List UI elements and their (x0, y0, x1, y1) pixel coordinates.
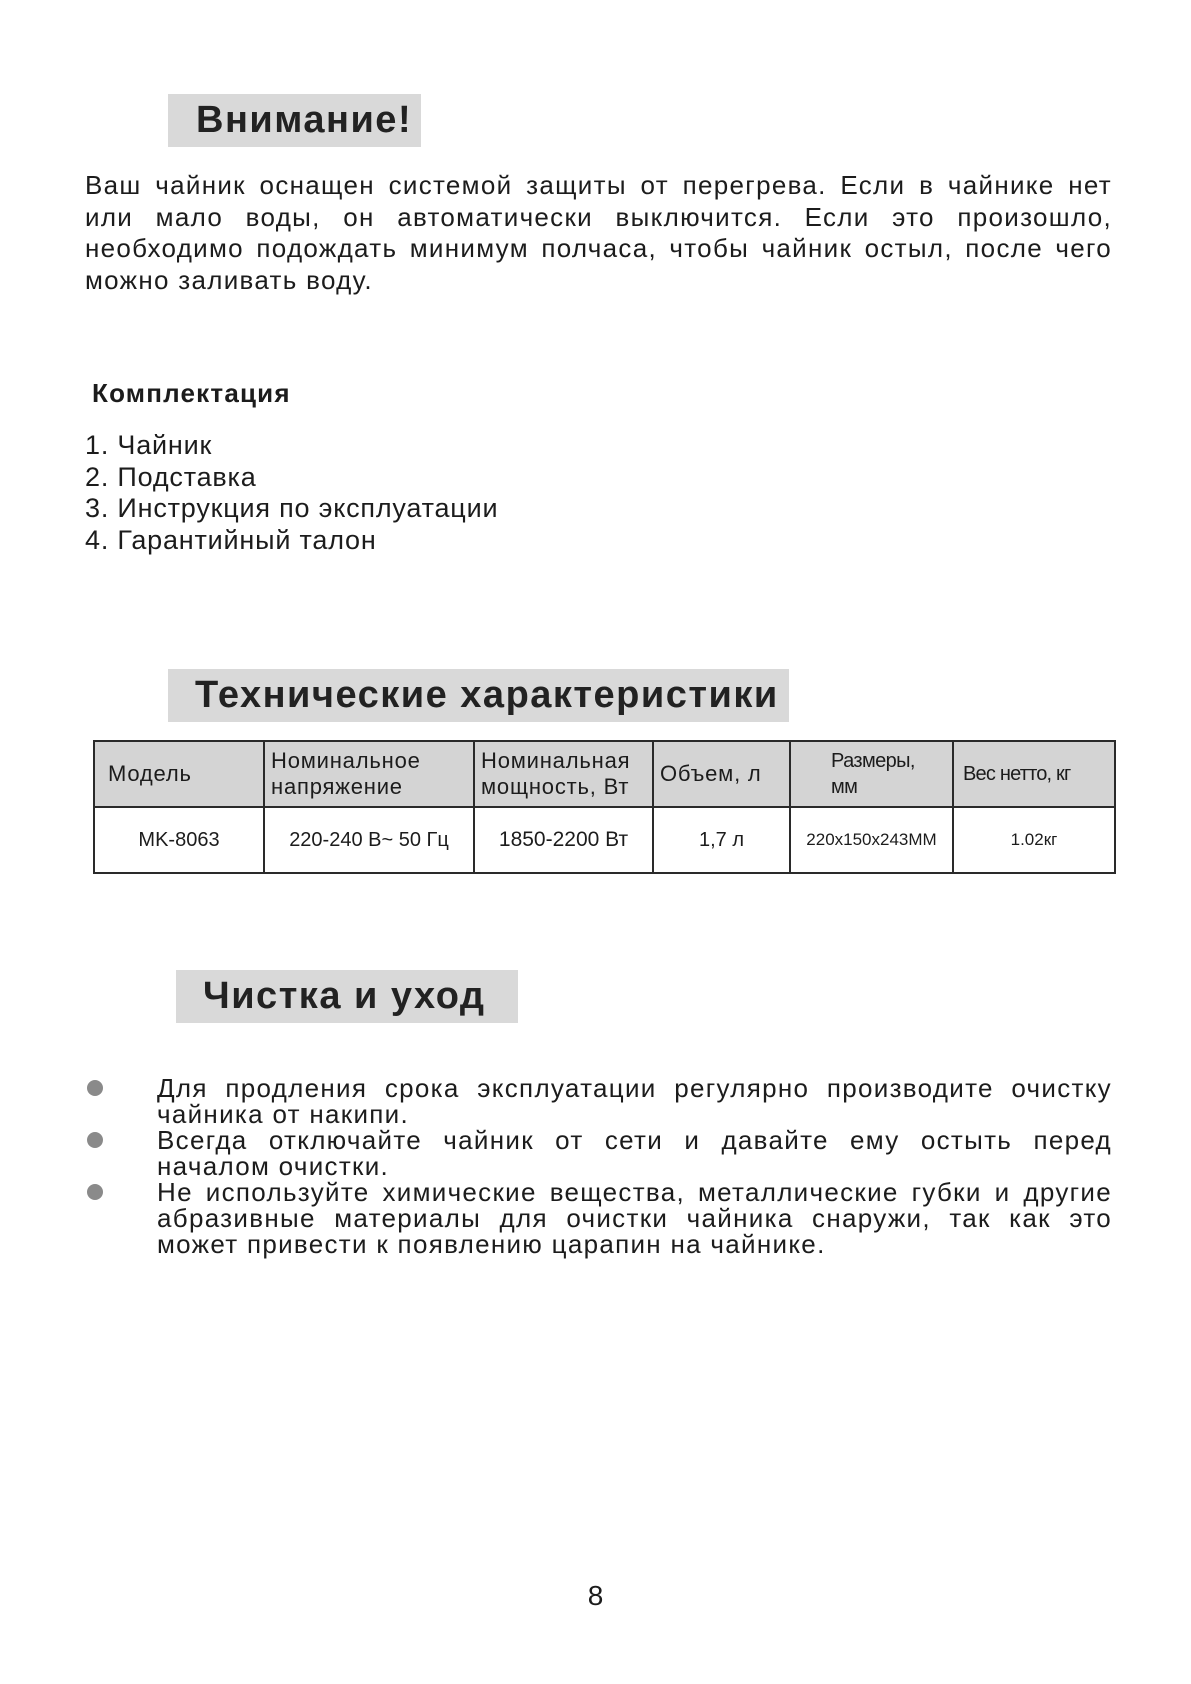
attention-text: Ваш чайник оснащен системой защиты от перегрева. Если в чайнике нет или мало воды, он автоматически выключится. Если это произошло, необходимо подождать минимум полчаса, чтобы чайник остыл, после чего можно заливать воду. (85, 170, 1112, 295)
care-item-text: Не используйте химические вещества, металлические губки и другие абразивные материалы для очистки чайника снаружи, так как это может привести к появлению царапин на чайнике. (157, 1177, 1112, 1259)
page-number: 8 (587, 1580, 604, 1611)
header-power: Номинальная мощность, Вт (474, 741, 653, 807)
kit-item: 2. Подставка (85, 461, 257, 492)
attention-heading (168, 94, 421, 147)
kit-item: 4. Гарантийный талон (85, 524, 377, 555)
list-item (85, 1179, 1112, 1257)
bullet-icon (87, 1184, 103, 1200)
header-model: Модель (94, 741, 264, 807)
cell-voltage: 220-240 В~ 50 Гц (264, 807, 474, 873)
header-voltage: Номинальное напряжение (264, 741, 474, 807)
cell-power: 1850-2200 Вт (474, 807, 653, 873)
care-item-text: Для продления срока эксплуатации регулярно производите очистку чайника от накипи. (157, 1073, 1112, 1129)
specs-table (93, 740, 1116, 874)
care-list (85, 1075, 1112, 1257)
care-heading (176, 970, 518, 1023)
table-row (94, 807, 1115, 873)
bullet-icon (87, 1080, 103, 1096)
list-item (85, 1127, 1112, 1179)
kit-list (85, 430, 498, 556)
kit-item: 1. Чайник (85, 430, 213, 460)
specs-header-row (94, 741, 1115, 807)
care-title: Чистка и уход (203, 975, 486, 1017)
specs-title: Технические характеристики (195, 674, 779, 716)
cell-volume: 1,7 л (653, 807, 790, 873)
header-dimensions: Размеры, мм (790, 741, 953, 807)
kit-heading: Комплектация (92, 378, 291, 408)
cell-weight: 1.02кг (953, 807, 1115, 873)
header-volume: Объем, л (653, 741, 790, 807)
header-weight: Вес нетто, кг (953, 741, 1115, 807)
attention-title: Внимание! (196, 99, 413, 141)
cell-model: MK-8063 (94, 807, 264, 873)
specs-heading (168, 669, 789, 722)
kit-item: 3. Инструкция по эксплуатации (85, 493, 499, 523)
cell-dimensions: 220x150x243MM (790, 807, 953, 873)
bullet-icon (87, 1132, 103, 1148)
care-item-text: Всегда отключайте чайник от сети и давайте ему остыть перед началом очистки. (157, 1125, 1112, 1181)
list-item (85, 1075, 1112, 1127)
